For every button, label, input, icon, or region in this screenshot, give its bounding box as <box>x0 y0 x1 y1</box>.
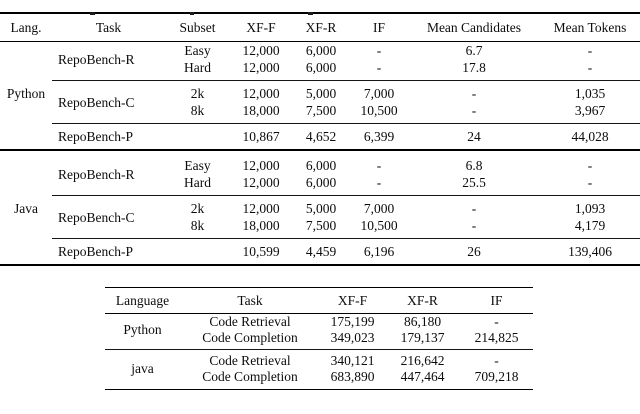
table-cell: - <box>408 102 540 124</box>
table-cell: Hard <box>165 174 230 196</box>
table-cell: 4,179 <box>540 217 640 239</box>
table-cell: 7,000 <box>363 86 395 101</box>
table-cell: Easy <box>184 43 211 58</box>
table-cell <box>165 239 230 266</box>
table-cell: 17.8 <box>408 59 540 81</box>
cropped-text-fragment <box>90 12 95 15</box>
table-cell <box>165 124 230 151</box>
table-cell: 179,137 <box>385 330 460 350</box>
column-header-xfr: XF-R <box>292 13 350 42</box>
table-cell: 12,000 <box>242 86 280 101</box>
table-cell: 6,000 <box>292 59 350 81</box>
table-cell: 7,000 <box>363 201 395 216</box>
table-cell: - <box>540 174 640 196</box>
table-cell: 26 <box>408 239 540 266</box>
table-cell: Easy <box>184 158 211 173</box>
table-cell: 2k <box>190 201 205 216</box>
table-cell: 4,459 <box>292 239 350 266</box>
table-cell: 447,464 <box>385 369 460 390</box>
table-cell: 6,196 <box>350 239 408 266</box>
table-cell: 12,000 <box>230 59 292 81</box>
table-cell: Hard <box>165 59 230 81</box>
table-row <box>0 150 640 174</box>
header-row <box>0 13 640 42</box>
table-row <box>0 124 640 151</box>
table-cell: 709,218 <box>460 369 533 390</box>
table-cell: 12,000 <box>242 201 280 216</box>
table-cell: 18,000 <box>230 217 292 239</box>
column-header-language: Language <box>105 288 180 314</box>
lang-cell: Java <box>0 150 52 265</box>
table-cell: 6,000 <box>305 43 337 58</box>
corpus-token-counts-table <box>105 287 533 390</box>
table-row <box>0 196 640 218</box>
table-cell: 6.8 <box>465 158 483 173</box>
table-row <box>0 81 640 103</box>
task-cell: Code Completion <box>180 330 320 350</box>
table-cell: 86,180 <box>403 314 442 329</box>
table-cell: 2k <box>190 86 205 101</box>
table-cell: - <box>408 217 540 239</box>
table-cell: - <box>350 174 408 196</box>
table-cell: 12,000 <box>230 174 292 196</box>
table-cell: 214,825 <box>460 330 533 350</box>
table-cell: 1,093 <box>574 201 606 216</box>
column-header-if: IF <box>460 288 533 314</box>
column-header-xff: XF-F <box>320 288 385 314</box>
column-header-xff: XF-F <box>230 13 292 42</box>
lang-cell: java <box>105 350 180 390</box>
column-header-task: Task <box>180 288 320 314</box>
table-cell: 5,000 <box>305 201 337 216</box>
table-cell: 24 <box>408 124 540 151</box>
table-cell: 12,000 <box>242 43 280 58</box>
task-cell: Code Retrieval <box>209 353 291 368</box>
task-cell: RepoBench-P <box>52 124 165 151</box>
table-cell: 216,642 <box>400 353 445 368</box>
task-cell: RepoBench-C <box>52 196 165 239</box>
column-header-mean-candidates: Mean Candidates <box>408 13 540 42</box>
table-cell: - <box>540 59 640 81</box>
table-cell: 18,000 <box>230 102 292 124</box>
table-cell: - <box>471 86 477 101</box>
table-cell: 44,028 <box>540 124 640 151</box>
task-cell: Code Retrieval <box>209 314 291 329</box>
table-cell: 25.5 <box>408 174 540 196</box>
table-cell: 4,652 <box>292 124 350 151</box>
table-cell: 10,500 <box>350 102 408 124</box>
paper-page <box>0 12 640 414</box>
table-cell: 340,121 <box>330 353 375 368</box>
table-cell: - <box>376 43 382 58</box>
table-cell: 139,406 <box>540 239 640 266</box>
table-cell: 12,000 <box>242 158 280 173</box>
table-cell: 8k <box>165 217 230 239</box>
table-cell: - <box>494 314 499 329</box>
task-cell: RepoBench-R <box>52 150 165 196</box>
table-cell: 175,199 <box>330 314 375 329</box>
table-cell: 10,867 <box>230 124 292 151</box>
table-cell: - <box>587 158 593 173</box>
table-cell: - <box>471 201 477 216</box>
column-header-mean-tokens: Mean Tokens <box>540 13 640 42</box>
lang-cell: Python <box>105 314 180 350</box>
table-cell: 8k <box>165 102 230 124</box>
header-row <box>105 288 533 314</box>
table-cell: 6,399 <box>350 124 408 151</box>
column-header-xfr: XF-R <box>385 288 460 314</box>
table-cell: 10,500 <box>350 217 408 239</box>
table-cell: 7,500 <box>292 217 350 239</box>
table-cell: 1,035 <box>574 86 606 101</box>
table-row <box>105 350 533 370</box>
table-cell: 6,000 <box>292 174 350 196</box>
table-cell: - <box>494 353 499 368</box>
dataset-statistics-table <box>0 12 640 266</box>
table-cell: 10,599 <box>230 239 292 266</box>
table-cell: - <box>350 59 408 81</box>
table-cell: - <box>587 43 593 58</box>
table-cell: - <box>376 158 382 173</box>
column-header-task: Task <box>52 13 165 42</box>
column-header-subset: Subset <box>165 13 230 42</box>
task-cell: Code Completion <box>180 369 320 390</box>
table-row <box>105 314 533 331</box>
task-cell: RepoBench-P <box>52 239 165 266</box>
table-cell: 6.7 <box>465 43 483 58</box>
table-row <box>0 239 640 266</box>
cropped-text-fragment <box>190 12 194 15</box>
column-header-if: IF <box>350 13 408 42</box>
table-cell: 683,890 <box>320 369 385 390</box>
lang-cell: Python <box>0 42 52 151</box>
table-cell: 349,023 <box>320 330 385 350</box>
table-cell: 6,000 <box>305 158 337 173</box>
cropped-text-fragment <box>308 12 313 15</box>
table-cell: 7,500 <box>292 102 350 124</box>
table-cell: 3,967 <box>540 102 640 124</box>
column-header-lang: Lang. <box>0 13 52 42</box>
task-cell: RepoBench-C <box>52 81 165 124</box>
task-cell: RepoBench-R <box>52 42 165 81</box>
table-cell: 5,000 <box>305 86 337 101</box>
table-row <box>0 42 640 60</box>
